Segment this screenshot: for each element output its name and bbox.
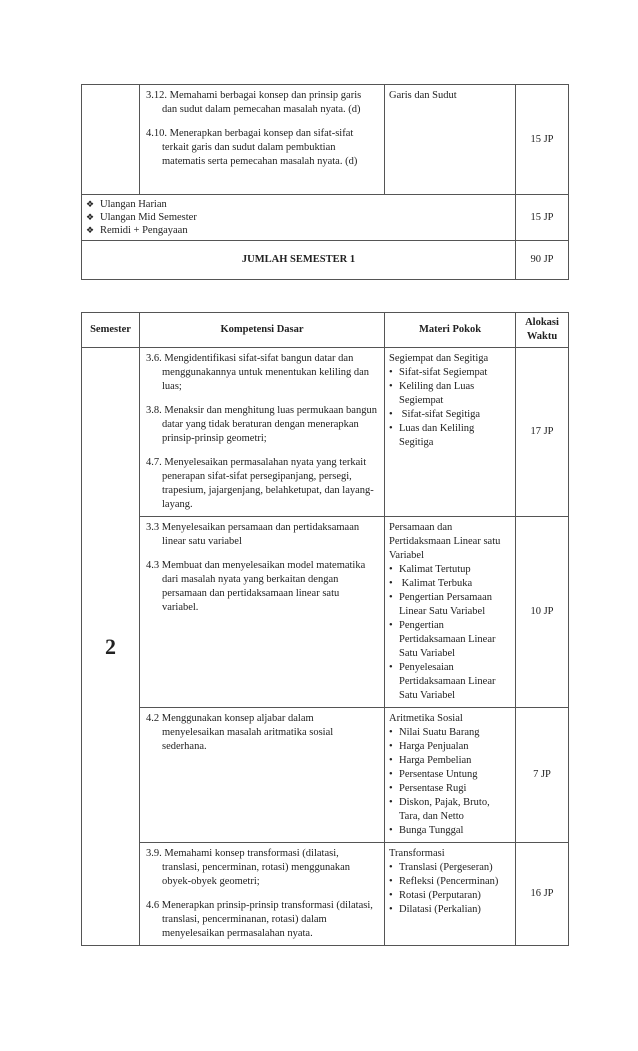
jp-cell: 7 JP: [516, 708, 569, 843]
list-item: ❖ Ulangan Mid Semester: [86, 211, 511, 224]
kompetensi-dasar-cell: [140, 517, 385, 708]
kompetensi-dasar-cell: [140, 843, 385, 946]
header-materi-pokok: Materi Pokok: [385, 313, 516, 348]
jp-cell: 10 JP: [516, 517, 569, 708]
materi-pokok-cell: [385, 708, 516, 843]
list-item: • Translasi (Pergeseran): [389, 861, 511, 875]
table-row: [82, 195, 569, 241]
jp-cell: 15 JP: [516, 195, 569, 241]
jp-cell: 15 JP: [516, 85, 569, 195]
semester-1-table: [81, 84, 569, 280]
kd-item: 3.3 Menyelesaikan persamaan dan pertidaksamaan linear satu variabel: [146, 522, 360, 547]
materi-pokok-cell: [385, 348, 516, 517]
materi-title: Garis dan Sudut: [389, 90, 457, 101]
table-row: [82, 348, 569, 517]
materi-title: Persamaan dan Pertidaksmaan Linear satu Variabel: [389, 522, 501, 561]
assessment-items-cell: [82, 195, 516, 241]
list-item: • Diskon, Pajak, Bruto, Tara, dan Netto: [389, 796, 511, 824]
list-item: • Dilatasi (Perkalian): [389, 903, 511, 917]
list-item: • Sifat-sifat Segiempat: [389, 366, 511, 380]
materi-title: Transformasi: [389, 848, 445, 859]
total-row: [82, 241, 569, 280]
list-item: • Harga Pembelian: [389, 754, 511, 768]
materi-pokok-cell: [385, 85, 516, 195]
list-item: • Nilai Suatu Barang: [389, 726, 511, 740]
list-item: • Sifat-sifat Segitiga: [389, 408, 511, 422]
kd-item: 4.3 Membuat dan menyelesaikan model matematika dari masalah nyata yang berkaitan dengan persamaan dan pertidaksamaan linear satu variabel.: [146, 560, 366, 613]
table-row: [82, 843, 569, 946]
kd-item: 4.7. Menyelesaikan permasalahan nyata yang terkait penerapan sifat-sifat persegipanjang, persegi, trapesium, jajargenjang, belahketupat, dan layang-layang.: [146, 457, 374, 510]
kompetensi-dasar-cell: [140, 348, 385, 517]
list-item: • Bunga Tunggal: [389, 824, 511, 838]
kompetensi-dasar-cell: [140, 85, 385, 195]
list-item: ❖ Remidi + Pengayaan: [86, 224, 511, 237]
kd-item: 3.8. Menaksir dan menghitung luas permukaan bangun datar yang tidak beraturan dengan menerapkan prinsip-prinsip geometri;: [146, 405, 377, 444]
total-jp: 90 JP: [516, 241, 569, 280]
list-item: • Persentase Untung: [389, 768, 511, 782]
list-item: • Persentase Rugi: [389, 782, 511, 796]
semester-cell: [82, 85, 140, 195]
kd-item: 3.12. Memahami berbagai konsep dan prinsip garis dan sudut dalam pemecahan masalah nyata. (d): [146, 90, 362, 115]
header-row: [82, 313, 569, 348]
list-item: • Penyelesaian Pertidaksamaan Linear Satu Variabel: [389, 661, 511, 703]
materi-pokok-cell: [385, 517, 516, 708]
kd-item: 4.2 Menggunakan konsep aljabar dalam menyelesaikan masalah aritmatika sosial sederhana.: [146, 713, 334, 752]
header-alokasi-waktu: Alokasi Waktu: [516, 313, 569, 348]
header-semester: Semester: [82, 313, 140, 348]
semester-2-table: [81, 312, 569, 946]
list-item: • Kalimat Terbuka: [389, 577, 511, 591]
list-item: ❖ Ulangan Harian: [86, 198, 511, 211]
list-item: • Pengertian Pertidaksamaan Linear Satu Variabel: [389, 619, 511, 661]
kd-item: 4.10. Menerapkan berbagai konsep dan sifat-sifat terkait garis dan sudut dalam pembuktian matematis serta pemecahan masalah nyata. (d): [146, 128, 358, 167]
list-item: • Harga Penjualan: [389, 740, 511, 754]
total-label: JUMLAH SEMESTER 1: [82, 241, 516, 280]
list-item: • Pengertian Persamaan Linear Satu Variabel: [389, 591, 511, 619]
materi-title: Aritmetika Sosial: [389, 713, 463, 724]
kompetensi-dasar-cell: [140, 708, 385, 843]
list-item: • Luas dan Keliling Segitiga: [389, 422, 511, 450]
table-row: [82, 517, 569, 708]
table-row: [82, 85, 569, 195]
kd-item: 3.6. Mengidentifikasi sifat-sifat bangun datar dan menggunakannya untuk menentukan keliling dan luas;: [146, 353, 370, 392]
materi-title: Segiempat dan Segitiga: [389, 353, 489, 364]
semester-number: 2: [82, 348, 140, 946]
materi-pokok-cell: [385, 843, 516, 946]
list-item: • Rotasi (Perputaran): [389, 889, 511, 903]
header-kompetensi-dasar: Kompetensi Dasar: [140, 313, 385, 348]
list-item: • Keliling dan Luas Segiempat: [389, 380, 511, 408]
table-row: [82, 708, 569, 843]
jp-cell: 16 JP: [516, 843, 569, 946]
kd-item: 3.9. Memahami konsep transformasi (dilatasi, translasi, pencerminan, rotasi) menggunakan obyek-obyek geometri;: [146, 848, 351, 887]
jp-cell: 17 JP: [516, 348, 569, 517]
list-item: • Refleksi (Pencerminan): [389, 875, 511, 889]
kd-item: 4.6 Menerapkan prinsip-prinsip transformasi (dilatasi, translasi, pencerminanan, rotasi) dalam menyelesaikan permasalahan nyata.: [146, 900, 373, 939]
list-item: • Kalimat Tertutup: [389, 563, 511, 577]
